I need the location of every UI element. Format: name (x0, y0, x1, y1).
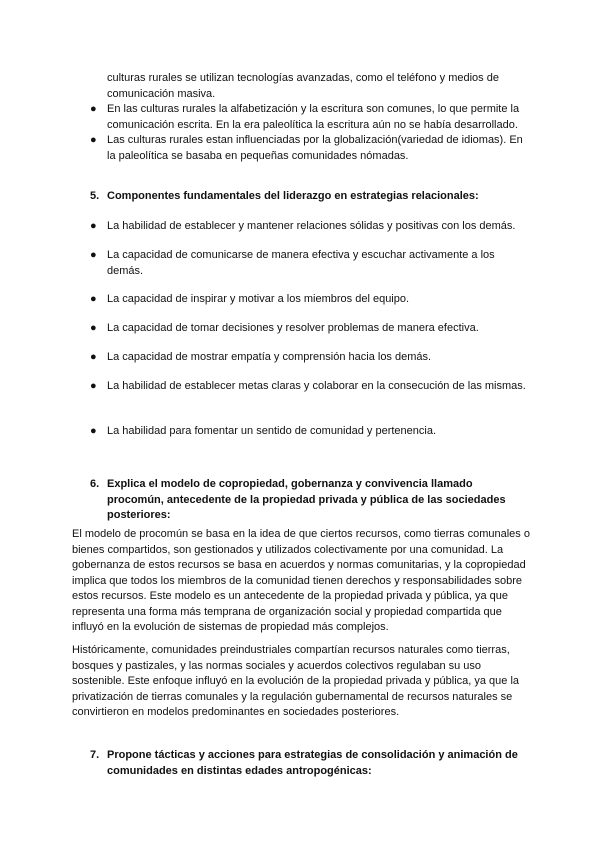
list-item (90, 321, 530, 337)
list-item (90, 350, 530, 366)
heading-text: Explica el modelo de copropiedad, gobernanza y convivencia llamado procomún, antecedente de la propiedad privada y pública de las sociedades posteriores: (107, 478, 506, 521)
bullet-icon: ● (90, 134, 97, 146)
list-item (90, 424, 530, 440)
heading-number: 7. (90, 749, 100, 761)
list-item (90, 248, 530, 279)
heading-number: 5. (90, 190, 100, 202)
section-6-heading (90, 477, 530, 524)
paragraph: El modelo de procomún se basa en la idea de que ciertos recursos, como tierras comunales o bienes compartidos, son gestionados y utilizados colectivamente por una comunidad. La gobernanza de estos recursos se basa en acuerdos y normas comunitarias, y la copropiedad implica que todos los miembros de la comunidad tienen derechos y responsabilidades sobre estos recursos. Este modelo es un antecedente de la propiedad privada y pública, ya que representa una forma más temprana de organización social y propiedad compartida que influyó en la evolución de sistemas de propiedad más complejos. (72, 528, 530, 633)
bullet-icon: ● (90, 103, 97, 115)
heading-number: 6. (90, 478, 100, 490)
paragraph: Históricamente, comunidades preindustriales compartían recursos naturales como tierras, bosques y pastizales, y las normas sociales y acuerdos colectivos regulaban su uso sostenible. Este enfoque influyó en la evolución de la propiedad privada y pública, ya que la privatización de tierras comunales y la regulación gubernamental de recursos naturales se convirtieron en modelos predominantes en sociedades posteriores. (72, 644, 520, 718)
list-item-text: Las culturas rurales estan influenciadas por la globalización(variedad de idiomas). En la paleolítica se basaba en pequeñas comunidades nómadas. (107, 134, 523, 162)
list-item-text: La habilidad para fomentar un sentido de comunidad y pertenencia. (107, 425, 437, 437)
bullet-icon: ● (90, 351, 97, 363)
list-item-text: En las culturas rurales la alfabetización y la escritura son comunes, lo que permite la comunicación escrita. En la era paleolítica la escritura aún no se había desarrollado. (107, 103, 520, 131)
list-item (90, 133, 530, 164)
bullet-icon: ● (90, 322, 97, 334)
bullet-icon: ● (90, 220, 97, 232)
section-7-heading (90, 748, 530, 779)
bullet-icon: ● (90, 293, 97, 305)
list-item (90, 102, 530, 133)
list-item (90, 219, 530, 235)
list-item-text: La capacidad de inspirar y motivar a los miembros del equipo. (107, 293, 410, 305)
heading-text: Propone tácticas y acciones para estrategias de consolidación y animación de comunidades en distintas edades antropogénicas: (107, 749, 518, 777)
list-item (90, 292, 530, 308)
list-item-text: La habilidad de establecer y mantener relaciones sólidas y positivas con los demás. (107, 220, 516, 232)
bullet-icon: ● (90, 425, 97, 437)
heading-text: Componentes fundamentales del liderazgo en estrategias relacionales: (107, 190, 479, 202)
bullet-icon: ● (90, 380, 97, 392)
intro-continuation: culturas rurales se utilizan tecnologías avanzadas, como el teléfono y medios de comunicación masiva. (107, 72, 499, 100)
list-item (90, 379, 530, 395)
section-5-heading (90, 189, 530, 205)
list-item-text: La capacidad de comunicarse de manera efectiva y escuchar activamente a los demás. (107, 249, 495, 277)
list-item-text: La habilidad de establecer metas claras y colaborar en la consecución de las mismas. (107, 380, 526, 392)
bullet-icon: ● (90, 249, 97, 261)
list-item-text: La capacidad de mostrar empatía y comprensión hacia los demás. (107, 351, 432, 363)
list-item-text: La capacidad de tomar decisiones y resolver problemas de manera efectiva. (107, 322, 479, 334)
